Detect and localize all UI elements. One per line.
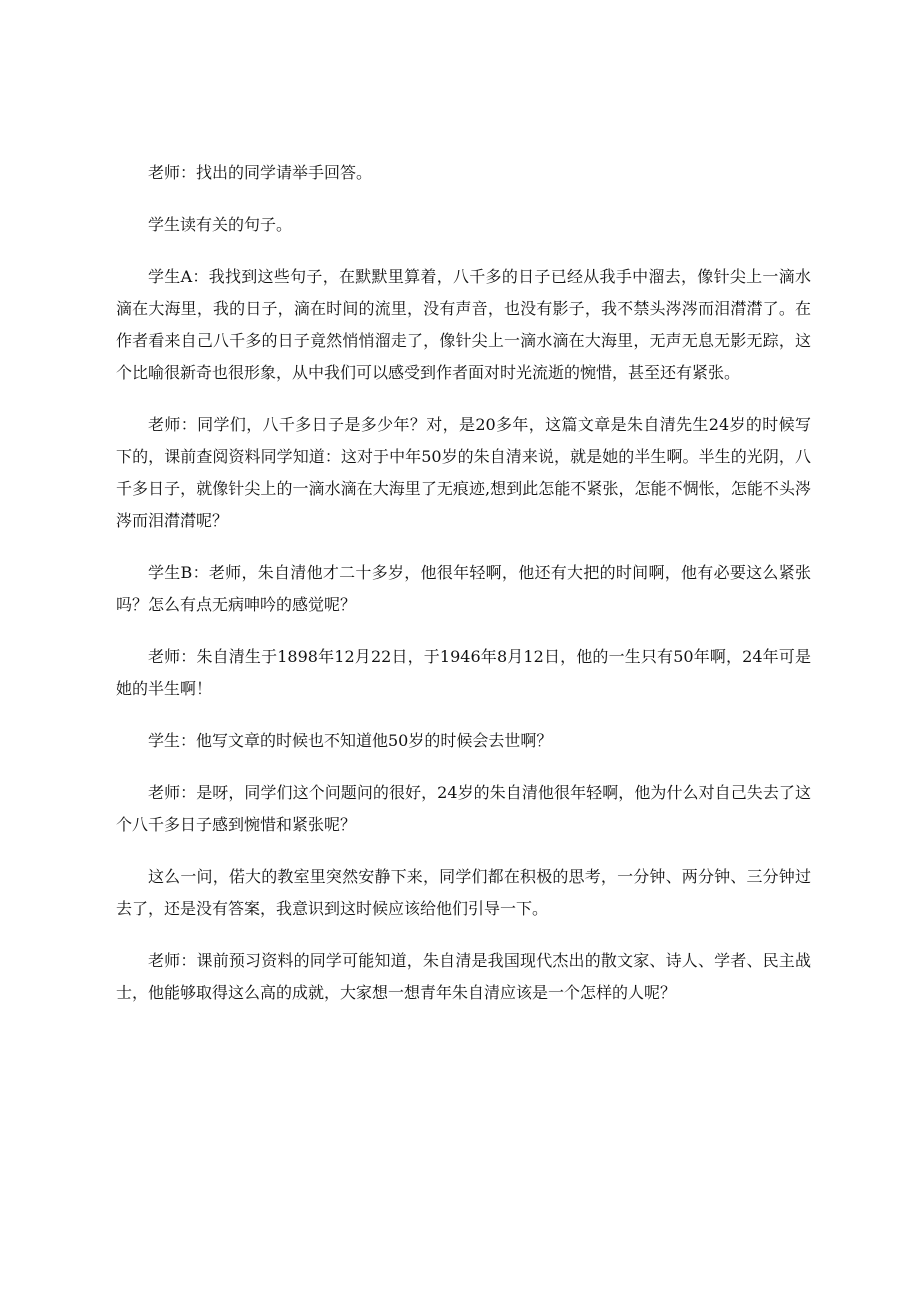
- paragraph-teacher-question: 老师：是呀，同学们这个问题问的很好，24岁的朱自清他很年轻啊，他为什么对自己失去了这个八千多日子感到惋惜和紧张呢？: [116, 783, 811, 834]
- paragraph-teacher-prompt: 老师：找出的同学请举手回答。: [148, 163, 373, 182]
- paragraph-narration: 这么一问，偌大的教室里突然安静下来，同学们都在积极的思考，一分钟、两分钟、三分钟过去了，还是没有答案，我意识到这时候应该给他们引导一下。: [116, 867, 811, 918]
- paragraph-student-question: 学生：他写文章的时候也不知道他50岁的时候会去世啊？: [148, 731, 553, 750]
- paragraph-teacher-guide: 老师：课前预习资料的同学可能知道，朱自清是我国现代杰出的散文家、诗人、学者、民主战士，他能够取得这么高的成就，大家想一想青年朱自清应该是一个怎样的人呢？: [116, 951, 811, 1002]
- paragraph-student-b: 学生B：老师，朱自清他才二十多岁，他很年轻啊，他还有大把的时间啊，他有必要这么紧张吗？怎么有点无病呻吟的感觉呢？: [116, 563, 811, 614]
- paragraph-students-read: 学生读有关的句子。: [148, 215, 293, 234]
- paragraph-teacher-explain: 老师：同学们，八千多日子是多少年？对，是20多年，这篇文章是朱自清先生24岁的时候写下的，课前查阅资料同学知道：这对于中年50岁的朱自清来说，就是她的半生啊。半生的光阴，八千多日子，就像针尖上的一滴水滴在大海里了无痕迹,想到此怎能不紧张，怎能不惆怅，怎能不头涔涔而泪潸潸呢？: [116, 415, 811, 530]
- paragraph-student-a: 学生A：我找到这些句子，在默默里算着，八千多的日子已经从我手中溜去，像针尖上一滴水滴在大海里，我的日子，滴在时间的流里，没有声音，也没有影子，我不禁头涔涔而泪潸潸了。在作者看来自己八千多的日子竟然悄悄溜走了，像针尖上一滴水滴在大海里，无声无息无影无踪，这个比喻很新奇也很形象，从中我们可以感受到作者面对时光流逝的惋惜，甚至还有紧张。: [116, 267, 811, 382]
- document-body: [116, 157, 811, 1029]
- paragraph-teacher-dates: 老师：朱自清生于1898年12月22日，于1946年8月12日，他的一生只有50年啊，24年可是她的半生啊！: [116, 647, 811, 698]
